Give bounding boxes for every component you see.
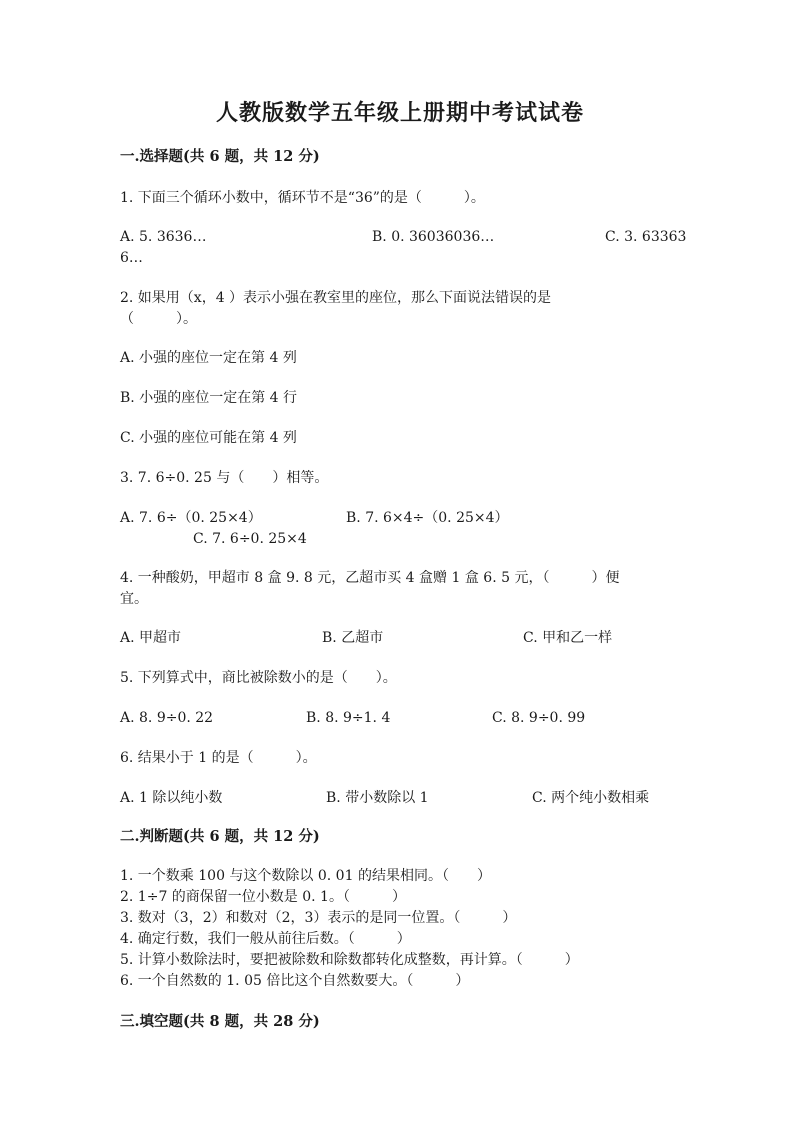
question-2-option-b: B. 小强的座位一定在第 4 行: [120, 390, 297, 406]
question-1-option-a: A. 5. 3636…: [120, 229, 207, 245]
judge-item-3: 3. 数对（3，2）和数对（2，3）表示的是同一位置。（ ）: [120, 910, 517, 926]
question-5-option-b: B. 8. 9÷1. 4: [306, 710, 391, 726]
question-6-stem: 6. 结果小于 1 的是（ ）。: [120, 750, 317, 766]
section-heading-choice: 一.选择题(共 6 题，共 12 分): [120, 148, 320, 165]
question-5-stem: 5. 下列算式中，商比被除数小的是（ ）。: [120, 670, 397, 686]
question-4-option-b: B. 乙超市: [322, 630, 384, 646]
question-1-option-b: B. 0. 36036036…: [372, 229, 495, 245]
question-5-option-c: C. 8. 9÷0. 99: [492, 710, 586, 726]
section-heading-judge: 二.判断题(共 6 题，共 12 分): [120, 828, 320, 845]
question-2-option-c: C. 小强的座位可能在第 4 列: [120, 430, 297, 446]
question-4-stem-continued: 宜。: [120, 591, 148, 607]
question-1-option-c: C. 3. 63363: [605, 229, 687, 245]
question-1-stem: 1. 下面三个循环小数中，循环节不是“36”的是（ ）。: [120, 190, 485, 206]
section-heading-fill: 三.填空题(共 8 题，共 28 分): [120, 1013, 320, 1030]
question-3-stem: 3. 7. 6÷0. 25 与（ ）相等。: [120, 470, 329, 486]
question-6-option-a: A. 1 除以纯小数: [120, 790, 223, 806]
question-3-option-a: A. 7. 6÷（0. 25×4）: [120, 510, 262, 526]
question-4-stem: 4. 一种酸奶，甲超市 8 盒 9. 8 元，乙超市买 4 盒赠 1 盒 6. 5 元，（ ）便: [120, 570, 620, 586]
judge-item-2: 2. 1÷7 的商保留一位小数是 0. 1。（ ）: [120, 889, 406, 905]
question-4-option-c: C. 甲和乙一样: [523, 630, 613, 646]
question-2-stem: 2. 如果用（x，4 ）表示小强在教室里的座位，那么下面说法错误的是: [120, 290, 552, 306]
question-2-option-a: A. 小强的座位一定在第 4 列: [120, 350, 297, 366]
question-3-option-b: B. 7. 6×4÷（0. 25×4）: [346, 510, 509, 526]
question-5-option-a: A. 8. 9÷0. 22: [120, 710, 214, 726]
question-3-option-c: C. 7. 6÷0. 25×4: [193, 531, 307, 547]
question-4-option-a: A. 甲超市: [120, 630, 182, 646]
question-6-option-c: C. 两个纯小数相乘: [532, 790, 650, 806]
judge-item-6: 6. 一个自然数的 1. 05 倍比这个自然数要大。（ ）: [120, 973, 470, 989]
judge-item-1: 1. 一个数乘 100 与这个数除以 0. 01 的结果相同。（ ）: [120, 868, 491, 884]
question-1-option-c-continued: 6…: [120, 250, 143, 266]
judge-item-5: 5. 计算小数除法时，要把被除数和除数都转化成整数，再计算。（ ）: [120, 952, 579, 968]
question-6-option-b: B. 带小数除以 1: [326, 790, 429, 806]
exam-title: 人教版数学五年级上册期中考试试卷: [215, 100, 584, 126]
question-2-stem-continued: （ ）。: [120, 311, 197, 327]
judge-item-4: 4. 确定行数，我们一般从前往后数。（ ）: [120, 931, 411, 947]
